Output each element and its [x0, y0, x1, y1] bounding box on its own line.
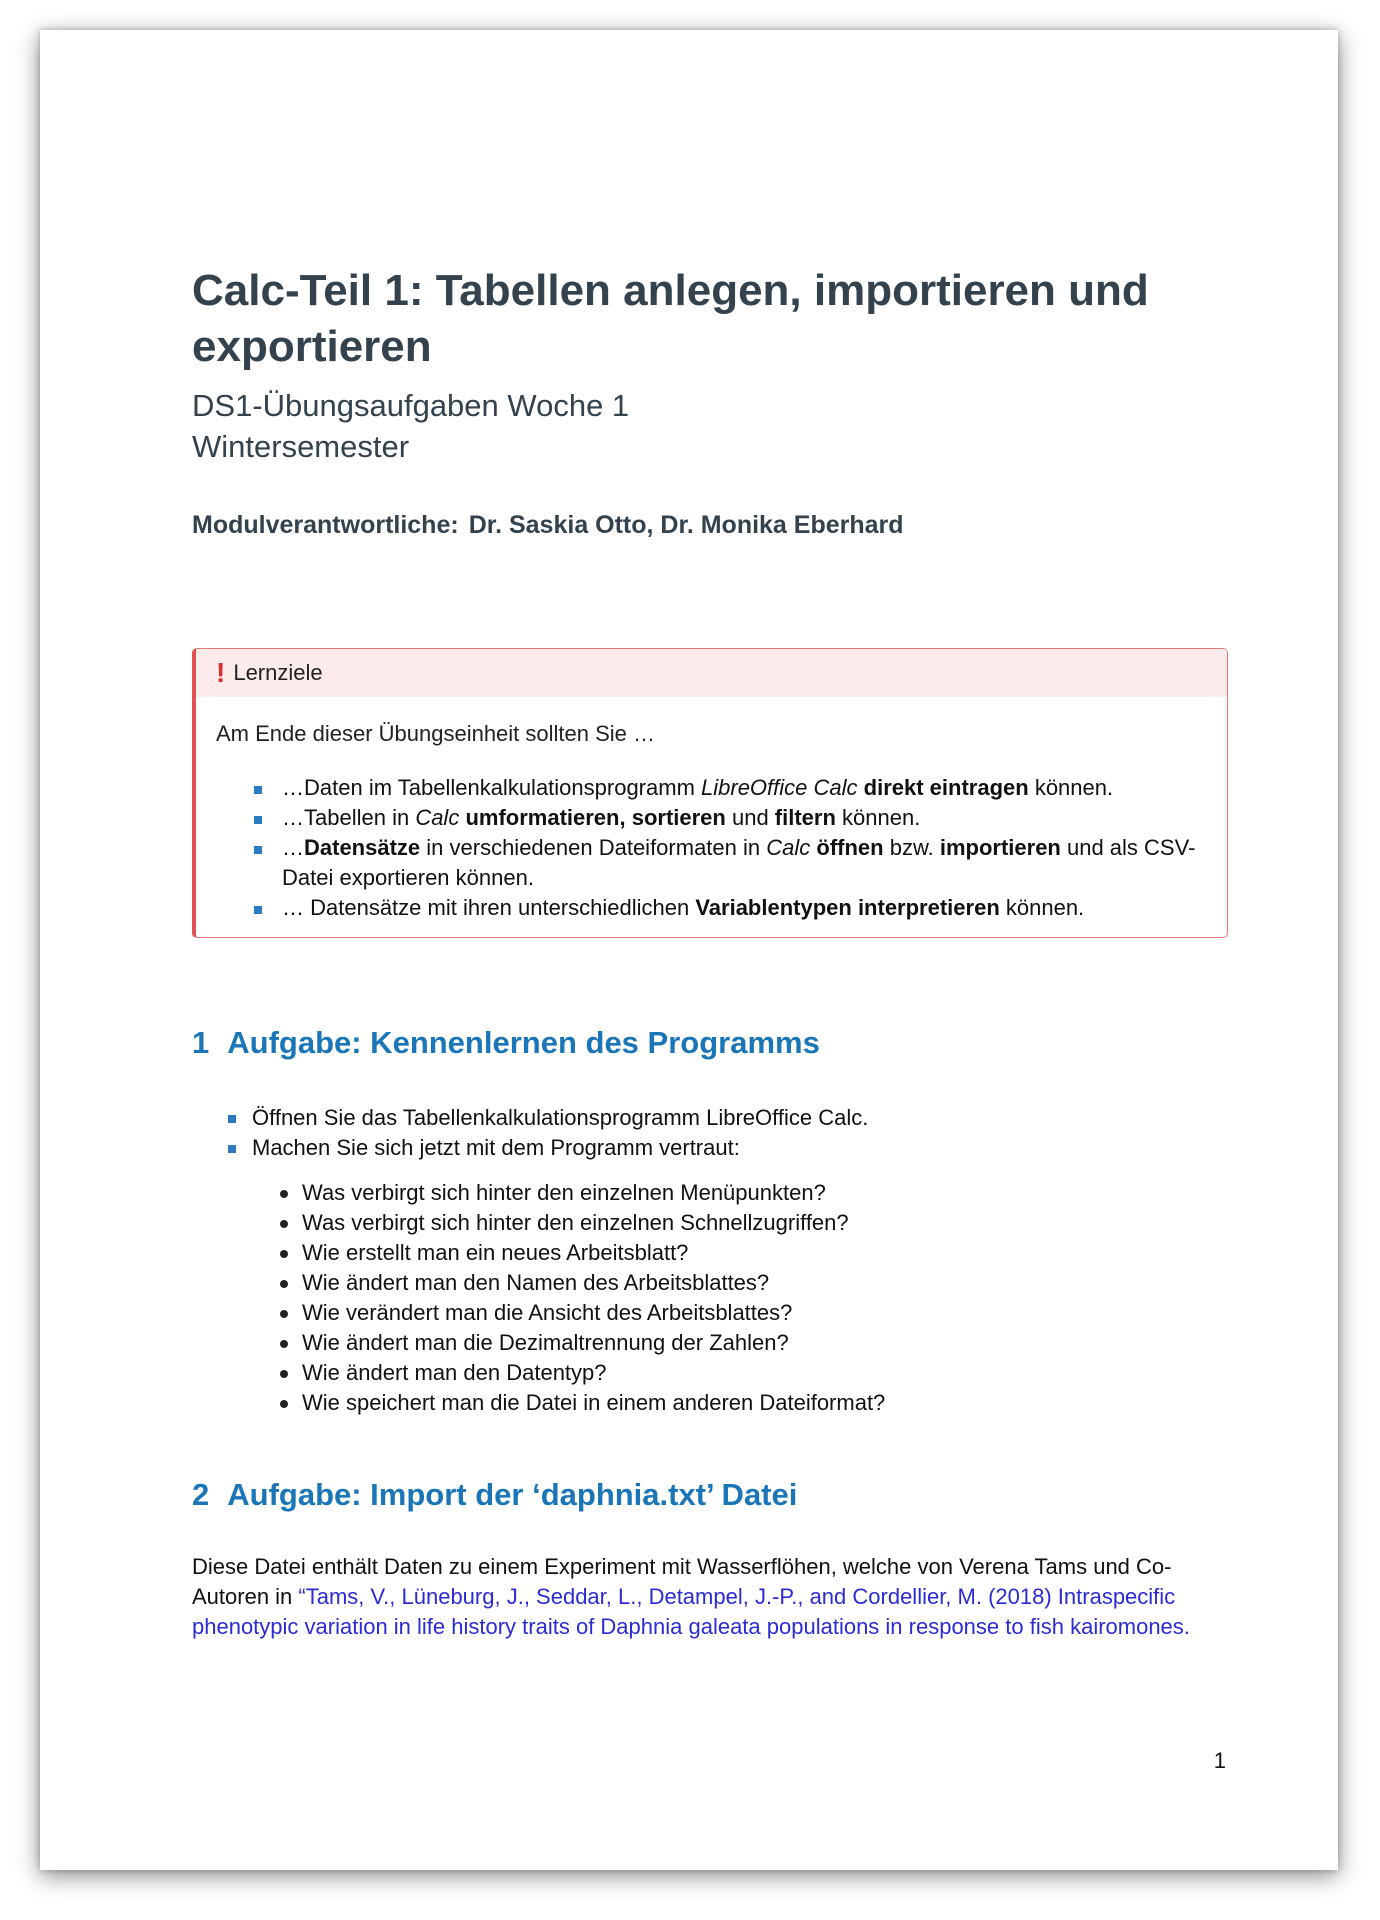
list-item — [254, 803, 1214, 833]
list-item — [228, 1133, 1188, 1163]
question-text: Wie ändert man den Datentyp? — [302, 1360, 607, 1385]
document-subtitle — [192, 385, 629, 467]
bullet-dot-icon — [280, 1190, 288, 1198]
question-list — [280, 1178, 885, 1418]
goal-text-bold: direkt eintragen — [863, 775, 1029, 800]
section-title: Aufgabe: Import der ‘daphnia.txt’ Datei — [227, 1477, 798, 1512]
square-bullet-icon — [254, 816, 262, 824]
question-text: Was verbirgt sich hinter den einzelnen Menüpunkten? — [302, 1180, 826, 1205]
list-item — [280, 1268, 885, 1298]
question-text: Wie ändert man den Namen des Arbeitsblattes? — [302, 1270, 770, 1295]
list-item — [254, 893, 1214, 923]
bullet-dot-icon — [280, 1250, 288, 1258]
goal-text-bold: umformatieren, sortieren — [465, 805, 726, 830]
section-heading-1 — [192, 1025, 820, 1061]
goal-text: in verschiedenen Dateiformaten in — [420, 835, 767, 860]
bullet-dot-icon — [280, 1400, 288, 1408]
square-bullet-icon — [254, 906, 262, 914]
goal-text: …Tabellen in — [282, 805, 416, 830]
question-text: Wie ändert man die Dezimaltrennung der Zahlen? — [302, 1330, 789, 1355]
document-page — [40, 30, 1338, 1870]
goal-text-bold: importieren — [939, 835, 1061, 860]
section-title: Aufgabe: Kennenlernen des Programms — [227, 1025, 820, 1060]
goal-text-bold: Datensätze — [304, 835, 421, 860]
semester-line: Wintersemester — [192, 429, 410, 464]
task-text: Öffnen Sie das Tabellenkalkulationsprogramm LibreOffice Calc. — [252, 1105, 869, 1130]
question-text: Was verbirgt sich hinter den einzelnen Schnellzugriffen? — [302, 1210, 849, 1235]
goal-text: können. — [999, 895, 1085, 920]
list-item — [280, 1388, 885, 1418]
list-item — [254, 773, 1214, 803]
authors-label: Modulverantwortliche: — [192, 511, 459, 539]
list-item — [228, 1103, 1188, 1133]
callout-title: Lernziele — [233, 660, 323, 685]
question-text: Wie verändert man die Ansicht des Arbeitsblattes? — [302, 1300, 793, 1325]
subtitle-line: DS1-Übungsaufgaben Woche 1 — [192, 388, 630, 423]
list-item — [280, 1298, 885, 1328]
task-text: Machen Sie sich jetzt mit dem Programm vertraut: — [252, 1135, 740, 1160]
bullet-dot-icon — [280, 1310, 288, 1318]
goal-text: können. — [1028, 775, 1114, 800]
goal-text: können. — [835, 805, 921, 830]
paragraph-text: Diese Datei enthält Daten zu einem Experiment mit Wasserflöhen, welche von Verena Tams und Co-Autoren in — [192, 1554, 1172, 1609]
section-number: 1 — [192, 1025, 210, 1060]
square-bullet-icon — [254, 786, 262, 794]
goal-text: und — [725, 805, 775, 830]
square-bullet-icon — [228, 1145, 236, 1153]
goal-text: … Datensätze mit ihren unterschiedlichen — [282, 895, 696, 920]
callout-header — [196, 649, 1227, 697]
bullet-dot-icon — [280, 1280, 288, 1288]
authors-names: Dr. Saskia Otto, Dr. Monika Eberhard — [468, 511, 904, 539]
learning-goals-callout — [192, 648, 1228, 938]
goal-text: bzw. — [883, 835, 940, 860]
callout-intro: Am Ende dieser Übungseinheit sollten Sie … — [216, 721, 656, 746]
document-title: Calc-Teil 1: Tabellen anlegen, importieren und exportieren — [192, 266, 1149, 371]
authors-line — [192, 511, 904, 540]
goal-text-bold: filtern — [774, 805, 836, 830]
square-bullet-icon — [228, 1115, 236, 1123]
section-heading-2 — [192, 1477, 797, 1513]
section-paragraph — [192, 1552, 1242, 1642]
learning-goals-list — [254, 773, 1214, 923]
list-item — [280, 1208, 885, 1238]
bullet-dot-icon — [280, 1220, 288, 1228]
goal-text-italic: Calc — [766, 835, 811, 860]
citation-link[interactable]: “Tams, V., Lüneburg, J., Seddar, L., Detampel, J.-P., and Cordellier, M. (2018) Intraspecific phenotypic variation in life history traits of Daphnia galeata populations in response to fish kairomones. — [192, 1584, 1190, 1639]
square-bullet-icon — [254, 846, 262, 854]
question-text: Wie speichert man die Datei in einem anderen Dateiformat? — [302, 1390, 886, 1415]
goal-text-italic: Calc — [415, 805, 460, 830]
section-number: 2 — [192, 1477, 210, 1512]
task-list — [228, 1103, 1188, 1163]
goal-text: …Daten im Tabellenkalkulationsprogramm — [282, 775, 702, 800]
question-text: Wie erstellt man ein neues Arbeitsblatt? — [302, 1240, 689, 1265]
list-item — [280, 1358, 885, 1388]
list-item — [280, 1238, 885, 1268]
bullet-dot-icon — [280, 1340, 288, 1348]
goal-text-bold: Variablentypen interpretieren — [695, 895, 1000, 920]
page-number: 1 — [1213, 1748, 1226, 1773]
list-item — [280, 1328, 885, 1358]
goal-text-italic: LibreOffice Calc — [701, 775, 858, 800]
bullet-dot-icon — [280, 1370, 288, 1378]
goal-text: … — [282, 835, 304, 860]
list-item — [254, 833, 1214, 893]
exclamation-icon: ! — [216, 657, 226, 688]
list-item — [280, 1178, 885, 1208]
goal-text: und als CSV-Datei exportieren können. — [282, 835, 1196, 890]
goal-text-bold: öffnen — [816, 835, 884, 860]
